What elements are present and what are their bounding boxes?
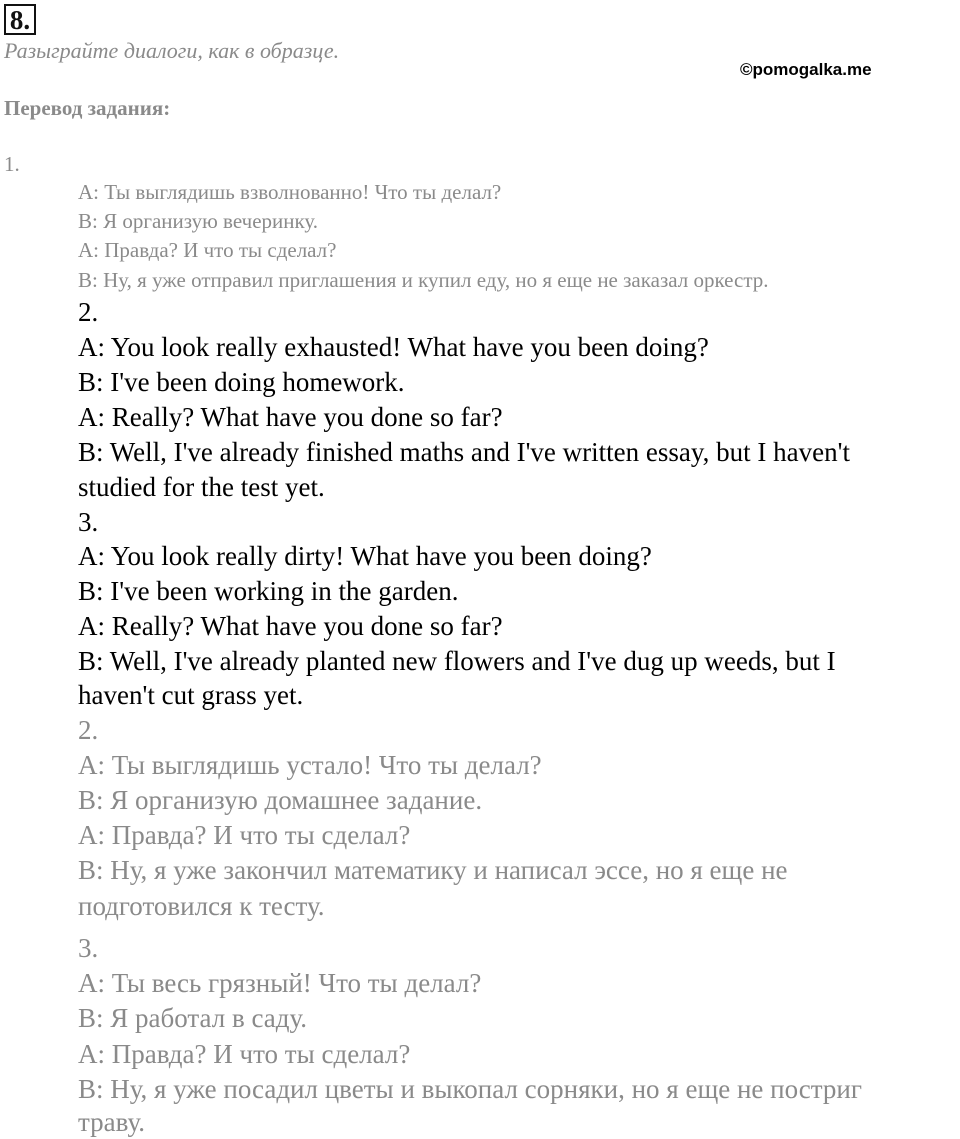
translation-3-line: A: Ты весь грязный! Что ты делал? — [78, 968, 482, 998]
translation-3-number: 3. — [78, 933, 99, 963]
translation-2-line: подготовился к тесту. — [78, 891, 325, 921]
translation-3-line: B: Ну, я уже посадил цветы и выкопал сорняки, но я еще не постриг — [78, 1074, 862, 1104]
translation-2-line: A: Правда? И что ты сделал? — [78, 820, 411, 850]
dialogue-3-number: 3. — [78, 507, 99, 537]
translation-1-line: A: Правда? И что ты сделал? — [78, 238, 337, 262]
translation-2-line: B: Ну, я уже закончил математику и написал эссе, но я еще не — [78, 855, 788, 885]
translation-1-line: B: Я организую вечеринку. — [78, 209, 319, 233]
translation-3-line: траву. — [78, 1107, 145, 1137]
dialogue-2-line: A: Really? What have you done so far? — [78, 402, 503, 432]
dialogue-2-line: B: Well, I've already finished maths and I've written essay, but I haven't — [78, 437, 850, 467]
translation-1-number: 1. — [4, 152, 20, 176]
translation-2-line: A: Ты выглядишь устало! Что ты делал? — [78, 750, 542, 780]
dialogue-3-line: haven't cut grass yet. — [78, 680, 304, 710]
translation-3-line: A: Правда? И что ты сделал? — [78, 1039, 411, 1069]
dialogue-2-number: 2. — [78, 297, 99, 327]
translation-1-line: B: Ну, я уже отправил приглашения и купил еду, но я еще не заказал оркестр. — [78, 268, 769, 292]
translation-2-number: 2. — [78, 715, 99, 745]
translation-3-line: B: Я работал в саду. — [78, 1003, 308, 1033]
translation-heading: Перевод задания: — [4, 96, 171, 120]
dialogue-2-line: studied for the test yet. — [78, 472, 325, 502]
dialogue-3-line: B: Well, I've already planted new flowers and I've dug up weeds, but I — [78, 646, 836, 676]
task-instruction: Разыграйте диалоги, как в образце. — [4, 38, 340, 63]
dialogue-3-line: A: Really? What have you done so far? — [78, 611, 503, 641]
translation-1-line: A: Ты выглядишь взволнованно! Что ты делал? — [78, 180, 502, 204]
dialogue-3-line: A: You look really dirty! What have you been doing? — [78, 541, 652, 571]
watermark: ©pomogalka.me — [740, 60, 872, 79]
dialogue-3-line: B: I've been working in the garden. — [78, 576, 459, 606]
task-number: 8. — [4, 4, 36, 35]
dialogue-2-line: B: I've been doing homework. — [78, 367, 405, 397]
dialogue-2-line: A: You look really exhausted! What have you been doing? — [78, 332, 709, 362]
translation-2-line: B: Я организую домашнее задание. — [78, 785, 483, 815]
